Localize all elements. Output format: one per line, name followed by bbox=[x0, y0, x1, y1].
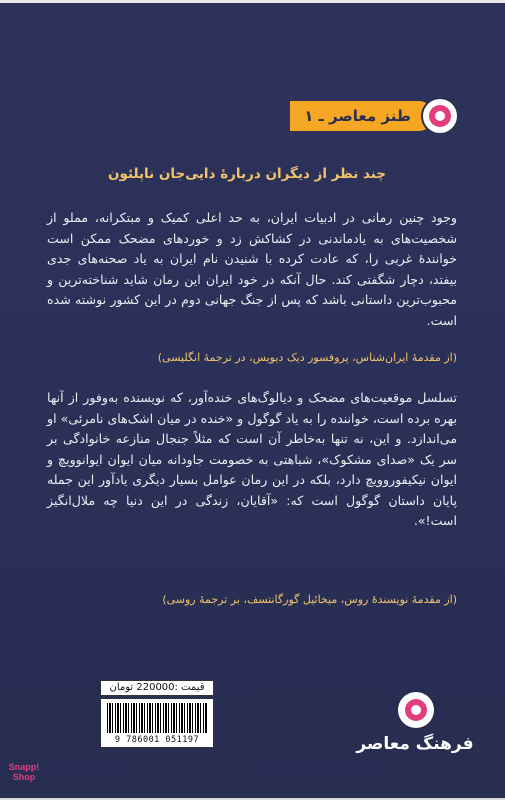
review-quote-2: تسلسل موقعیت‌های مضحک و دیالوگ‌های خنده‌آور، که نویسنده به‌وفور از آنها بهره برده است، خواننده را به یاد گوگول و «خنده در میان اشک‌های نامرئی» او می‌اندازد. و این، نه تنها به‌خاطر آن است که مثلاً جنجال منازعه خانوادگی بر سر یک «صدای مشکوک»، شباهتی به خصومت جاودانه میان ایوان ایوانوویچ و ایوان نیکیفوروویچ دارد، بلکه در این رمان عوامل بسیار دیگری یادآور این جمله پایان داستان گوگول است که: «آقایان، زندگی در این دنیا چه ملال‌انگیز است!». bbox=[47, 390, 457, 528]
series-badge: طنز معاصر ـ ۱ bbox=[290, 101, 433, 131]
top-edge bbox=[0, 0, 505, 3]
publisher-logo-icon bbox=[423, 99, 457, 133]
shop-watermark: Snapp! Shop bbox=[8, 762, 40, 782]
isbn-barcode bbox=[100, 698, 214, 748]
isbn-number: 9 786001 051197 bbox=[114, 735, 200, 745]
review-source-1: (از مقدمهٔ ایران‌شناس، پروفسور دیک دیویس، در ترجمهٔ انگلیسی) bbox=[157, 351, 457, 364]
review-source-2: (از مقدمهٔ نویسندهٔ روس، میخائیل گورگانتسف، بر ترجمهٔ روسی) bbox=[162, 593, 457, 606]
publisher-logo-icon bbox=[398, 692, 434, 728]
publisher-name: فرهنگ معاصر bbox=[356, 734, 474, 754]
barcode-bars bbox=[107, 703, 207, 733]
review-quote-1: وجود چنین رمانی در ادبیات ایران، به حد اعلی کمیک و مبتکرانه، مملو از شخصیت‌های به یادماندنی در کشاکش زد و خوردهای مضحک ممکن است خوانندهٔ غربی را، که عادت کرده با شنیدن نام ایران به یاد صحنه‌های جدی بیفتد، دچار شگفتی کند. حال آنکه در خود ایران این رمان شاید شناخته‌ترین و محبوب‌ترین داستانی باشد که پس از جنگ جهانی دوم در این کشور نوشته شده است. bbox=[47, 210, 457, 328]
series-label-row bbox=[290, 95, 457, 137]
reviews-heading: چند نظر از دیگران دربارهٔ دایی‌جان ناپلئون bbox=[107, 166, 387, 182]
price-label: قیمت :220000 تومان bbox=[100, 680, 214, 696]
